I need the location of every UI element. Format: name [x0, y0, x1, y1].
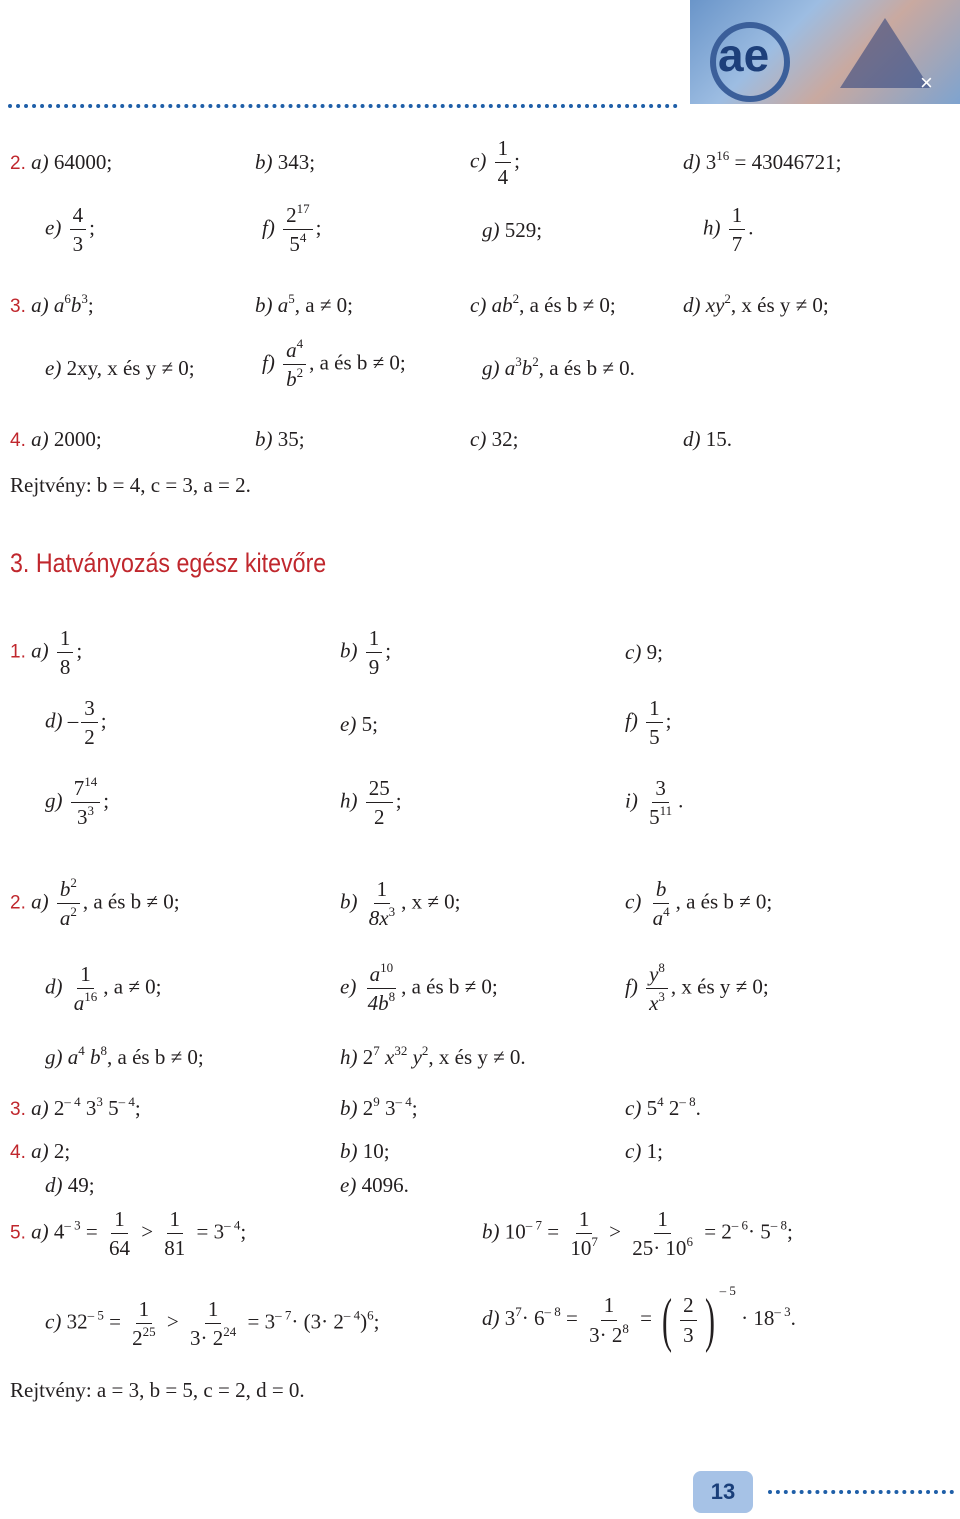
problem-4d: d) 15.: [683, 427, 732, 451]
problem-b5c: c) $32^{- 5}$ = $\frac{1}{2^{25}}$ > $\frac{1}{3\cdot 2^{24}}$ = $3^{- 7}\cdot (3\cdot 2^{- 4})^6$;: [45, 1297, 380, 1351]
problem-3g: g) $a^3b^2$, a és b ≠ 0.: [482, 354, 635, 380]
problem-b2h: h) $2^7$ $x^{32}$ $y^2$, x és y ≠ 0.: [340, 1043, 526, 1069]
problem-b4e: e) 4096.: [340, 1173, 409, 1197]
problem-b2f: f) $\frac{y^8}{x^3}$ , x és y ≠ 0;: [625, 960, 769, 1016]
problem-3d: d) $xy^2$, x és y ≠ 0;: [683, 291, 829, 317]
problem-3e: e) 2xy, x és y ≠ 0;: [45, 356, 195, 380]
problem-2g: g) 529;: [482, 218, 543, 242]
problem-b1b: b) $\frac{1}{9}$ ;: [340, 626, 392, 680]
problem-b1i: i) $\frac{3}{5^{11}}$ .: [625, 776, 684, 830]
problem-b1g: g) $\frac{7^{14}}{3^3}$ ;: [45, 774, 110, 830]
problem-b1e: e) 5;: [340, 712, 378, 736]
left-paren: (: [662, 1287, 673, 1353]
problem-2h: h) $\frac{1}{7}$ .: [703, 203, 754, 257]
puzzle-answer-b: Rejtvény: a = 3, b = 5, c = 2, d = 0.: [10, 1378, 305, 1402]
header-image: [690, 0, 960, 104]
problem-b1d: d) – $\frac{3}{2}$ ;: [45, 696, 107, 750]
problem-b4d: d) 49;: [45, 1173, 95, 1197]
math-collage-image: ae: [718, 29, 770, 81]
problem-b5d: d) $3^7\cdot 6^{- 8}$ = $\frac{1}{3\cdot 2^8}$ = ( $\frac{2}{3}$ ) $^{- 5} \cdot 18^{- 3}$.: [482, 1282, 796, 1353]
section-title: 3. Hatványozás egész kitevőre: [10, 548, 327, 578]
problem-b2d: d) $\frac{1}{a^{16}}$ , a ≠ 0;: [45, 962, 162, 1016]
problem-b2c: c) $\frac{b}{a^4}$ , a és b ≠ 0;: [625, 877, 773, 931]
problem-b2e: e) $\frac{a^{10}}{4b^8}$ , a és b ≠ 0;: [340, 960, 498, 1016]
problem-2b: b) 343;: [255, 150, 316, 174]
problem-b1h: h) $\frac{25}{2}$ ;: [340, 776, 402, 830]
problem-3f: f) $\frac{a^4}{b^2}$ , a és b ≠ 0;: [262, 336, 406, 392]
problem-b3b: b) $2^9$ $3^{- 4}$;: [340, 1094, 418, 1120]
problem-b1a: 1. a) $\frac{1}{8}$ ;: [10, 626, 83, 680]
problem-b2b: b) $\frac{1}{8x^3}$ , x ≠ 0;: [340, 877, 461, 931]
problem-4c: c) 32;: [470, 427, 519, 451]
problem-3c: c) $ab^2$, a és b ≠ 0;: [470, 291, 616, 317]
problem-2d: d) $3^{16} = 43046721$;: [683, 148, 842, 174]
problem-b4c: c) 1;: [625, 1139, 663, 1163]
right-paren: ): [704, 1287, 715, 1353]
problem-2e: e) $\frac{4}{3}$ ;: [45, 203, 95, 257]
problem-3a: 3. a) $a^6b^3$;: [10, 291, 94, 317]
problem-3b: b) $a^5$, a ≠ 0;: [255, 291, 353, 317]
problem-b4a: 4. a) 2;: [10, 1139, 71, 1163]
cross-icon: ×: [920, 70, 933, 95]
problem-b2g: g) $a^4$ $b^8$, a és b ≠ 0;: [45, 1043, 204, 1069]
top-dotted-rule: [8, 104, 678, 108]
problem-b5b: b) $10^{- 7}$ = $\frac{1}{10^7}$ > $\frac{1}{25\cdot 10^6}$ = $2^{- 6}\cdot 5^{- 8}$;: [482, 1207, 793, 1261]
problem-b4b: b) 10;: [340, 1139, 390, 1163]
problem-b1c: c) 9;: [625, 640, 663, 664]
problem-4b: b) 35;: [255, 427, 305, 451]
problem-2a: 2. a) 64000;: [10, 150, 113, 174]
problem-b3a: 3. a) $2^{- 4}$ $3^3$ $5^{- 4}$;: [10, 1094, 141, 1120]
puzzle-answer-a: Rejtvény: b = 4, c = 3, a = 2.: [10, 473, 251, 497]
problem-2f: f) $\frac{2^{17}}{5^4}$ ;: [262, 201, 322, 257]
page-number: 13: [693, 1471, 753, 1513]
problem-b1f: f) $\frac{1}{5}$ ;: [625, 696, 672, 750]
problem-b5a: 5. a) $4^{- 3}$ = $\frac{1}{64}$ > $\frac{1}{81}$ = $3^{- 4}$;: [10, 1207, 247, 1261]
triangle-ruler-icon: [840, 18, 930, 88]
problem-2c: c) $\frac{1}{4}$ ;: [470, 136, 520, 190]
problem-b3c: c) $5^4$ $2^{- 8}$.: [625, 1094, 701, 1120]
problem-4a: 4. a) 2000;: [10, 427, 102, 451]
problem-b2a: 2. a) $\frac{b^2}{a^2}$ , a és b ≠ 0;: [10, 875, 180, 931]
bottom-dotted-rule: [768, 1490, 954, 1494]
